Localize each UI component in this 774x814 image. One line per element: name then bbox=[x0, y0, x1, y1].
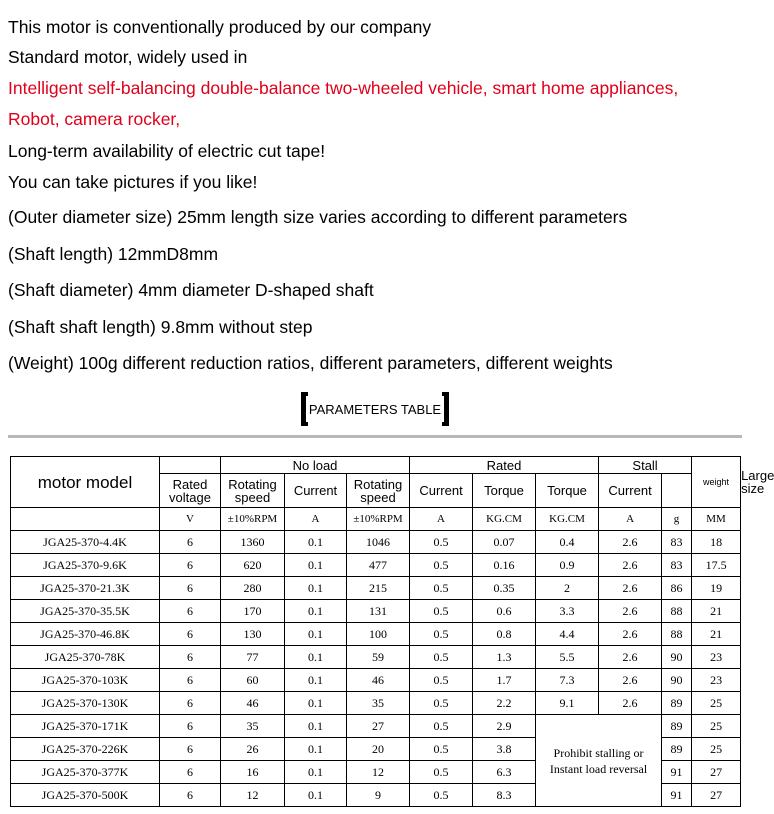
cell-rc: 0.5 bbox=[410, 531, 473, 554]
cell-nlc: 0.1 bbox=[285, 646, 347, 669]
cell-sc: 2.6 bbox=[599, 531, 662, 554]
table-row bbox=[11, 715, 741, 738]
intro-line-3: Intelligent self-balancing double-balance two-wheeled vehicle, smart home appliances, bbox=[8, 78, 679, 98]
cell-rs: 100 bbox=[347, 623, 410, 646]
no-load-header: No load bbox=[221, 457, 410, 474]
unit-cell: A bbox=[599, 508, 662, 531]
cell-size: 23 bbox=[692, 646, 741, 669]
table-row bbox=[11, 577, 741, 600]
cell-rt: 0.07 bbox=[473, 531, 536, 554]
cell-size: 17.5 bbox=[692, 554, 741, 577]
cell-model: JGA25-370-103K bbox=[11, 669, 160, 692]
cell-v: 6 bbox=[160, 692, 221, 715]
table-row bbox=[11, 600, 741, 623]
cell-w: 89 bbox=[662, 715, 692, 738]
cell-nls: 35 bbox=[221, 715, 285, 738]
cell-size: 27 bbox=[692, 761, 741, 784]
cell-st: 0.9 bbox=[536, 554, 599, 577]
cell-size: 25 bbox=[692, 692, 741, 715]
cell-v: 6 bbox=[160, 738, 221, 761]
cell-model: JGA25-370-21.3K bbox=[11, 577, 160, 600]
cell-model: JGA25-370-4.4K bbox=[11, 531, 160, 554]
cell-w: 90 bbox=[662, 646, 692, 669]
cell-rc: 0.5 bbox=[410, 761, 473, 784]
rated-torque-header: Torque bbox=[473, 474, 536, 508]
cell-nlc: 0.1 bbox=[285, 600, 347, 623]
stall-note-line-1: Prohibit stalling or bbox=[553, 745, 644, 760]
cell-rt: 2.2 bbox=[473, 692, 536, 715]
cell-w: 88 bbox=[662, 623, 692, 646]
cell-w: 83 bbox=[662, 554, 692, 577]
unit-cell-model bbox=[11, 508, 160, 531]
cell-model: JGA25-370-130K bbox=[11, 692, 160, 715]
rated-speed-header: Rotating speed bbox=[347, 474, 410, 508]
stall-note bbox=[536, 715, 662, 807]
cell-rc: 0.5 bbox=[410, 554, 473, 577]
cell-sc: 2.6 bbox=[599, 646, 662, 669]
intro-line-4: Robot, camera rocker, bbox=[8, 109, 181, 129]
cell-nlc: 0.1 bbox=[285, 623, 347, 646]
cell-sc: 2.6 bbox=[599, 577, 662, 600]
unit-cell: KG.CM bbox=[536, 508, 599, 531]
cell-model: JGA25-370-46.8K bbox=[11, 623, 160, 646]
weight-header: weight bbox=[692, 457, 741, 508]
table-body bbox=[11, 531, 741, 807]
cell-size: 25 bbox=[692, 738, 741, 761]
cell-v: 6 bbox=[160, 715, 221, 738]
intro-line-5: Long-term availability of electric cut tape! bbox=[8, 141, 326, 161]
cell-rs: 27 bbox=[347, 715, 410, 738]
cell-rc: 0.5 bbox=[410, 692, 473, 715]
cell-size: 25 bbox=[692, 715, 741, 738]
left-bracket-icon bbox=[301, 392, 306, 426]
intro-line-8: (Shaft length) 12mmD8mm bbox=[8, 244, 219, 264]
cell-rc: 0.5 bbox=[410, 600, 473, 623]
table-row bbox=[11, 669, 741, 692]
cell-nls: 280 bbox=[221, 577, 285, 600]
cell-nlc: 0.1 bbox=[285, 715, 347, 738]
cell-rt: 6.3 bbox=[473, 761, 536, 784]
model-header: motor model bbox=[11, 457, 160, 508]
cell-rt: 2.9 bbox=[473, 715, 536, 738]
intro-line-9: (Shaft diameter) 4mm diameter D-shaped shaft bbox=[8, 280, 374, 300]
no-load-speed-header: Rotating speed bbox=[221, 474, 285, 508]
cell-nlc: 0.1 bbox=[285, 692, 347, 715]
rated-current-header: Current bbox=[410, 474, 473, 508]
cell-rs: 59 bbox=[347, 646, 410, 669]
cell-nls: 26 bbox=[221, 738, 285, 761]
cell-w: 90 bbox=[662, 669, 692, 692]
cell-model: JGA25-370-377K bbox=[11, 761, 160, 784]
cell-w: 83 bbox=[662, 531, 692, 554]
cell-v: 6 bbox=[160, 669, 221, 692]
cell-nlc: 0.1 bbox=[285, 577, 347, 600]
cell-model: JGA25-370-35.5K bbox=[11, 600, 160, 623]
cell-w: 89 bbox=[662, 738, 692, 761]
cell-rc: 0.5 bbox=[410, 577, 473, 600]
cell-rs: 477 bbox=[347, 554, 410, 577]
intro-line-10: (Shaft shaft length) 9.8mm without step bbox=[8, 317, 313, 337]
table-row bbox=[11, 692, 741, 715]
cell-v: 6 bbox=[160, 554, 221, 577]
section-title-wrap bbox=[0, 392, 750, 431]
stall-note-line-2: Instant load reversal bbox=[549, 761, 648, 776]
unit-cell: A bbox=[285, 508, 347, 531]
stall-current-header: Current bbox=[599, 474, 662, 508]
cell-st: 2 bbox=[536, 577, 599, 600]
unit-cell: g bbox=[662, 508, 692, 531]
cell-nls: 170 bbox=[221, 600, 285, 623]
cell-nls: 46 bbox=[221, 692, 285, 715]
cell-size: 27 bbox=[692, 784, 741, 807]
cell-rt: 0.6 bbox=[473, 600, 536, 623]
parameters-table bbox=[10, 456, 774, 807]
cell-w: 91 bbox=[662, 761, 692, 784]
cell-sc: 2.6 bbox=[599, 669, 662, 692]
intro-line-11: (Weight) 100g different reduction ratios, different parameters, different weights bbox=[8, 353, 613, 373]
cell-size: 21 bbox=[692, 623, 741, 646]
cell-nlc: 0.1 bbox=[285, 554, 347, 577]
cell-size: 23 bbox=[692, 669, 741, 692]
cell-rt: 1.7 bbox=[473, 669, 536, 692]
cell-rs: 131 bbox=[347, 600, 410, 623]
cell-v: 6 bbox=[160, 646, 221, 669]
cell-v: 6 bbox=[160, 531, 221, 554]
cell-rt: 3.8 bbox=[473, 738, 536, 761]
cell-rc: 0.5 bbox=[410, 669, 473, 692]
cell-size: 18 bbox=[692, 531, 741, 554]
cell-rt: 8.3 bbox=[473, 784, 536, 807]
unit-cell: MM bbox=[692, 508, 741, 531]
cell-nlc: 0.1 bbox=[285, 738, 347, 761]
cell-rt: 0.35 bbox=[473, 577, 536, 600]
unit-cell: A bbox=[410, 508, 473, 531]
cell-rt: 0.16 bbox=[473, 554, 536, 577]
cell-model: JGA25-370-500K bbox=[11, 784, 160, 807]
cell-rs: 12 bbox=[347, 761, 410, 784]
cell-nls: 77 bbox=[221, 646, 285, 669]
cell-sc: 2.6 bbox=[599, 600, 662, 623]
cell-nlc: 0.1 bbox=[285, 669, 347, 692]
cell-v: 6 bbox=[160, 761, 221, 784]
cell-rc: 0.5 bbox=[410, 646, 473, 669]
unit-cell: ±10%RPM bbox=[347, 508, 410, 531]
unit-cell: V bbox=[160, 508, 221, 531]
cell-size: 21 bbox=[692, 600, 741, 623]
cell-st: 9.1 bbox=[536, 692, 599, 715]
intro-line-1: This motor is conventionally produced by our company bbox=[8, 17, 432, 37]
units-row bbox=[11, 508, 741, 531]
cell-rc: 0.5 bbox=[410, 715, 473, 738]
intro-line-7: (Outer diameter size) 25mm length size varies according to different parameters bbox=[8, 207, 628, 227]
cell-nlc: 0.1 bbox=[285, 784, 347, 807]
cell-nls: 12 bbox=[221, 784, 285, 807]
cell-rs: 20 bbox=[347, 738, 410, 761]
cell-rc: 0.5 bbox=[410, 784, 473, 807]
cell-nls: 1360 bbox=[221, 531, 285, 554]
cell-nls: 620 bbox=[221, 554, 285, 577]
cell-rs: 46 bbox=[347, 669, 410, 692]
no-load-current-header: Current bbox=[285, 474, 347, 508]
section-title bbox=[301, 392, 449, 426]
table-header-groups: motor model No load Rated Stall weight Large size bbox=[11, 457, 741, 474]
table-row bbox=[11, 531, 741, 554]
cell-w: 89 bbox=[662, 692, 692, 715]
cell-size: 19 bbox=[692, 577, 741, 600]
cell-w: 88 bbox=[662, 600, 692, 623]
cell-v: 6 bbox=[160, 623, 221, 646]
unit-cell: KG.CM bbox=[473, 508, 536, 531]
blank-header-cell bbox=[160, 457, 221, 474]
cell-w: 91 bbox=[662, 784, 692, 807]
cell-rt: 0.8 bbox=[473, 623, 536, 646]
cell-rc: 0.5 bbox=[410, 738, 473, 761]
cell-st: 5.5 bbox=[536, 646, 599, 669]
section-title-text: PARAMETERS TABLE bbox=[308, 401, 442, 417]
cell-rt: 1.3 bbox=[473, 646, 536, 669]
stall-header: Stall bbox=[599, 457, 692, 474]
cell-st: 3.3 bbox=[536, 600, 599, 623]
intro-line-2: Standard motor, widely used in bbox=[8, 47, 248, 67]
cell-w: 86 bbox=[662, 577, 692, 600]
divider bbox=[8, 435, 742, 438]
cell-nls: 60 bbox=[221, 669, 285, 692]
cell-rs: 9 bbox=[347, 784, 410, 807]
unit-cell: ±10%RPM bbox=[221, 508, 285, 531]
rated-voltage-header: Rated voltage bbox=[160, 474, 221, 508]
cell-v: 6 bbox=[160, 784, 221, 807]
cell-nls: 16 bbox=[221, 761, 285, 784]
cell-model: JGA25-370-78K bbox=[11, 646, 160, 669]
right-bracket-icon bbox=[444, 392, 449, 426]
cell-sc: 2.6 bbox=[599, 554, 662, 577]
stall-torque-header: Torque bbox=[536, 474, 599, 508]
intro-line-6: You can take pictures if you like! bbox=[8, 172, 258, 192]
cell-model: JGA25-370-171K bbox=[11, 715, 160, 738]
cell-st: 0.4 bbox=[536, 531, 599, 554]
table-row bbox=[11, 554, 741, 577]
cell-nls: 130 bbox=[221, 623, 285, 646]
cell-v: 6 bbox=[160, 600, 221, 623]
rated-header: Rated bbox=[410, 457, 599, 474]
cell-rc: 0.5 bbox=[410, 623, 473, 646]
cell-model: JGA25-370-226K bbox=[11, 738, 160, 761]
cell-nlc: 0.1 bbox=[285, 531, 347, 554]
cell-rs: 215 bbox=[347, 577, 410, 600]
cell-v: 6 bbox=[160, 577, 221, 600]
cell-rs: 35 bbox=[347, 692, 410, 715]
cell-st: 4.4 bbox=[536, 623, 599, 646]
cell-st: 7.3 bbox=[536, 669, 599, 692]
table-row bbox=[11, 623, 741, 646]
cell-nlc: 0.1 bbox=[285, 761, 347, 784]
cell-sc: 2.6 bbox=[599, 623, 662, 646]
cell-model: JGA25-370-9.6K bbox=[11, 554, 160, 577]
cell-rs: 1046 bbox=[347, 531, 410, 554]
table-row bbox=[11, 646, 741, 669]
cell-sc: 2.6 bbox=[599, 692, 662, 715]
